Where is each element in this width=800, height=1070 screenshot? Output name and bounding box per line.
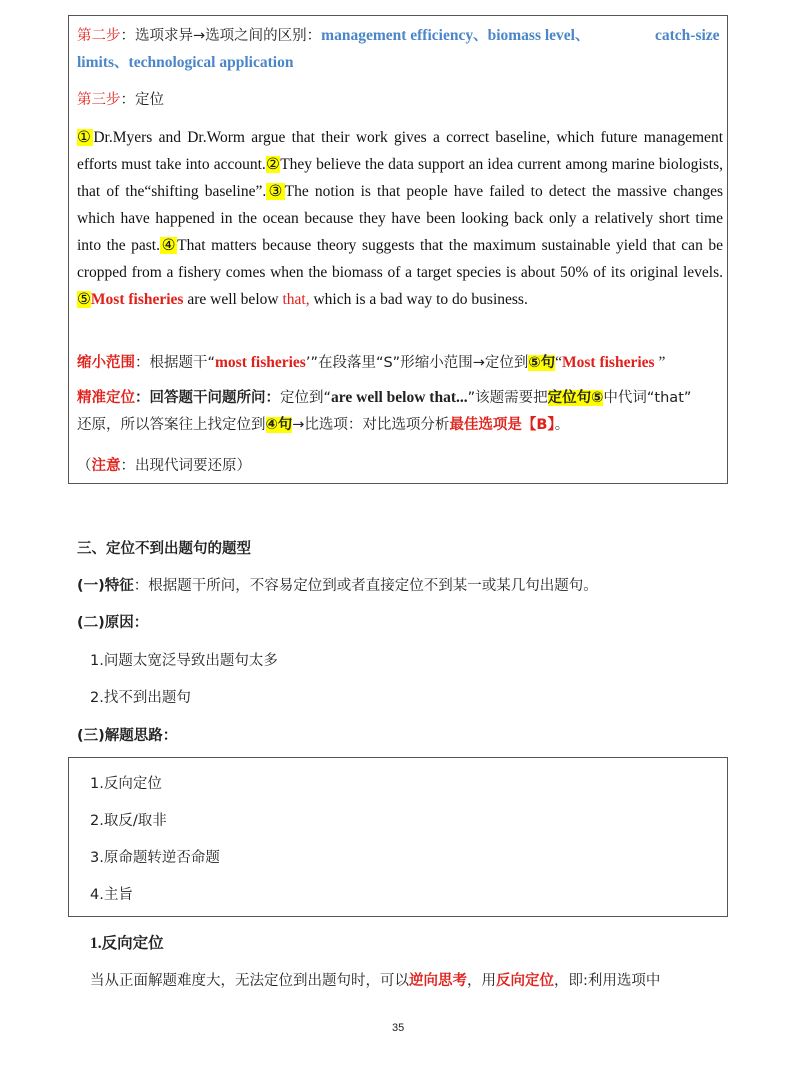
note-text: ：出现代词要还原）: [120, 458, 251, 474]
precise-keyword: are well below that...: [331, 389, 468, 406]
note-label: 注意: [91, 458, 121, 474]
precise-highlight: 定位句⑤: [547, 390, 604, 406]
marker-2: ②: [265, 156, 281, 173]
narrow-text-1: ：根据题干“: [135, 355, 216, 371]
reason-item-2: 2.找不到出题句: [90, 690, 191, 706]
sub1-text-2: ，用: [467, 973, 496, 989]
step3-label: 第三步: [77, 92, 121, 108]
precise-label: 精准定位: [77, 390, 135, 406]
marker-4: ④: [159, 237, 178, 254]
precise-highlight-2: ④句: [265, 417, 293, 433]
sub1-text-1: 当从正面解题难度大，无法定位到出题句时，可以: [90, 973, 409, 989]
sentence-5-part-a: are well below: [183, 291, 283, 308]
narrow-quote-end: ”: [654, 354, 666, 371]
sub1-keyword-reverse-thinking: 逆向思考: [409, 973, 467, 989]
step3-line: [77, 91, 164, 109]
sentence-4: That matters because theory suggests that the maximum sustainable yield that can be cropped from a fishery comes when the biomass of a target species is about 50% of its original levels.: [77, 237, 723, 281]
separator: 、: [473, 28, 488, 44]
narrow-quote: “: [555, 354, 563, 371]
sub1-text-3: ，即:利用选项中: [554, 973, 661, 989]
approach-item-1: 1.反向定位: [90, 776, 162, 792]
option-catch-size-text: catch-size: [655, 27, 720, 44]
subsection-1-heading: 1.反向定位: [90, 935, 164, 952]
approach-box: [68, 757, 728, 917]
precise-line-2: [77, 416, 569, 434]
narrow-highlight: ⑤句: [528, 355, 556, 371]
separator: 、: [114, 55, 129, 71]
sub1-keyword-reverse-positioning: 反向定位: [496, 973, 554, 989]
step2-text: ：选项求异→选项之间的区别：: [120, 28, 322, 44]
option-limits: limits: [77, 54, 115, 71]
approach-item-2: 2.取反/取非: [90, 813, 167, 829]
passage-paragraph: [77, 124, 723, 313]
page-number: 35: [392, 1022, 405, 1034]
precise-text-3: ”该题需要把: [467, 390, 548, 406]
subsection-1-line: [90, 972, 660, 990]
feature-line: [77, 577, 598, 595]
precise-line2-text-b: →比选项：对比选项分析: [292, 417, 450, 433]
marker-3: ③: [266, 183, 285, 200]
precise-line2-text-a: 还原，所以答案往上找定位到: [77, 417, 266, 433]
reason-item-1: 1.问题太宽泛导致出题句太多: [90, 653, 278, 669]
note-open: （: [77, 458, 92, 474]
approach-label: (三)解题思路：: [77, 728, 178, 744]
precise-text-4: 中代词“that”: [603, 390, 692, 406]
precise-end: 。: [554, 417, 570, 433]
feature-label: (一)特征: [77, 578, 134, 594]
narrow-text-2: ’”在段落里“S”形缩小范围→定位到: [305, 355, 529, 371]
sentence-5-keyword: Most fisheries: [90, 291, 184, 308]
narrow-keyword: most fisheries: [215, 354, 306, 371]
sentence-5-that: that,: [282, 291, 310, 308]
step3-text: ：定位: [120, 92, 164, 108]
narrow-label: 缩小范围: [77, 355, 135, 371]
precise-text-2: 定位到“: [280, 390, 332, 406]
step2-line1: [77, 27, 590, 45]
narrow-keyword-2: Most fisheries: [562, 354, 655, 371]
approach-item-3: 3.原命题转逆否命题: [90, 850, 220, 866]
section3-heading: 三、定位不到出题句的题型: [77, 541, 251, 557]
option-management-efficiency: management efficiency: [321, 27, 474, 44]
precise-text-1: ：回答题干问题所问：: [135, 390, 280, 406]
step2-line2: [77, 54, 293, 72]
step2-label: 第二步: [77, 28, 121, 44]
separator: 、: [575, 28, 590, 44]
reason-label: (二)原因：: [77, 615, 149, 631]
option-technological-application: technological application: [128, 54, 294, 71]
best-answer: 最佳选项是【B】: [449, 417, 555, 433]
sentence-1: Dr.Myers and Dr.Worm argue that their work gives a correct baseline, which future management efforts must take into account.: [77, 129, 723, 173]
precise-line-1: [77, 389, 691, 407]
approach-item-4: 4.主旨: [90, 887, 133, 903]
option-biomass-level: biomass level: [487, 27, 575, 44]
sentence-3: The notion is that people have failed to detect the massive changes which have happened in the ocean because they have been looking back only a relatively short time into the past.: [77, 183, 723, 254]
option-catch-size: [655, 27, 720, 45]
note-line: [77, 457, 251, 475]
narrow-range-line: [77, 354, 665, 372]
marker-5: ⑤: [77, 291, 91, 308]
sentence-2: They believe the data support an idea current among marine biologists, that of the“shifting baseline”.: [77, 156, 723, 200]
feature-text: ：根据题干所问，不容易定位到或者直接定位不到某一或某几句出题句。: [133, 578, 598, 594]
sentence-5-part-b: which is a bad way to do business.: [309, 291, 528, 308]
marker-1: ①: [77, 129, 94, 146]
